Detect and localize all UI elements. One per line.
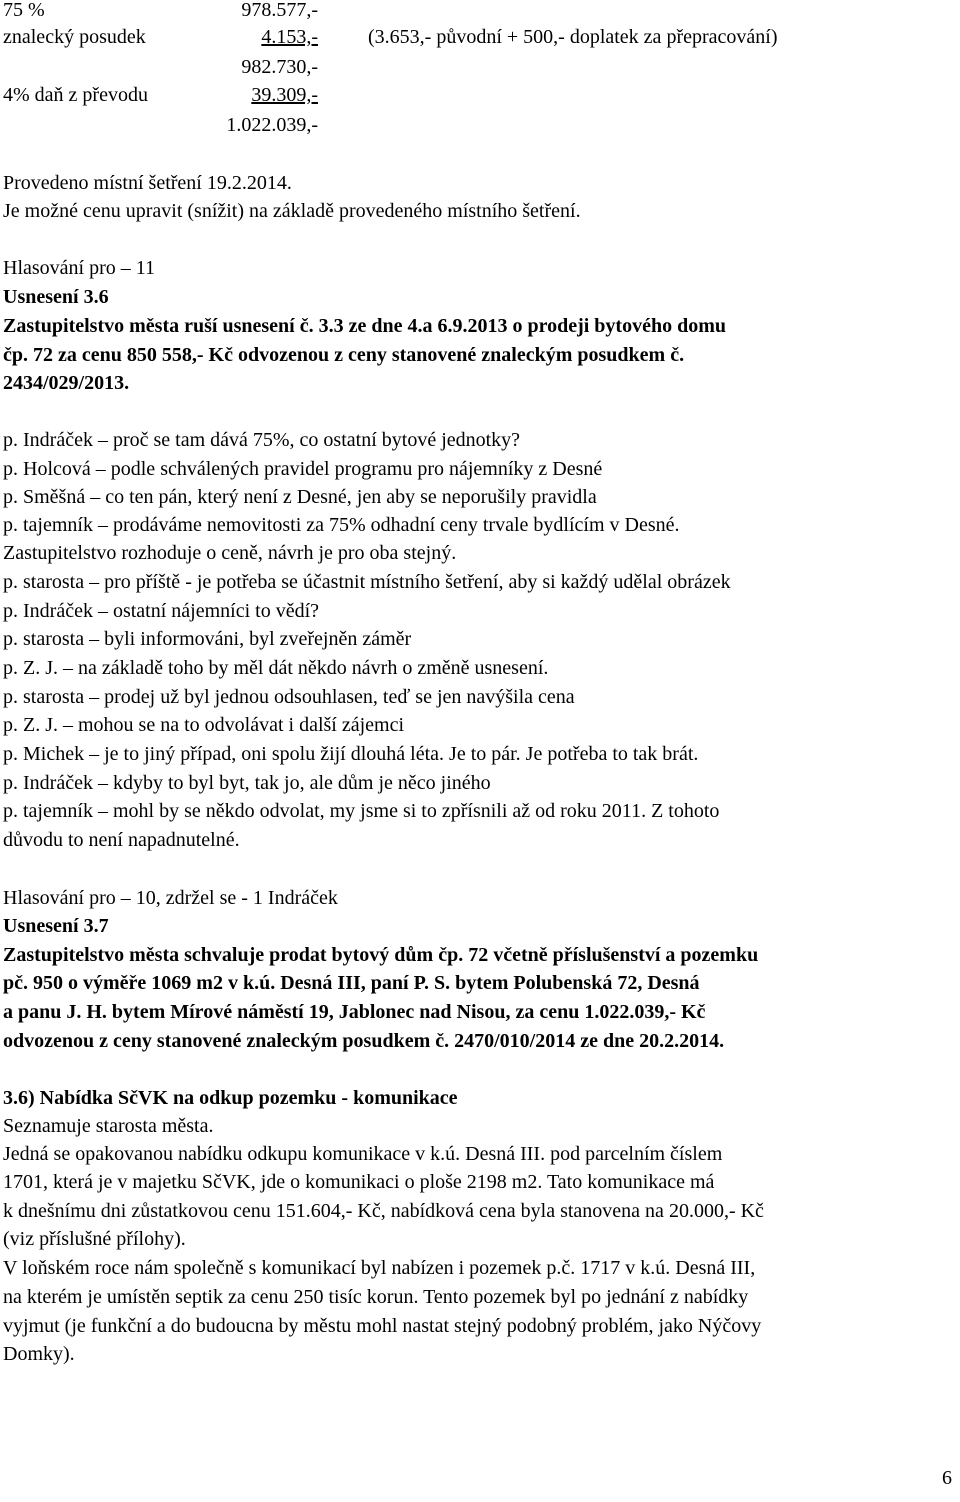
vote-result: Hlasování pro – 11 xyxy=(3,257,156,279)
discussion-line: p. Indráček – ostatní nájemníci to vědí? xyxy=(3,600,320,622)
discussion-line: p. Směšná – co ten pán, který není z Desné, jen aby se neporušily pravidla xyxy=(3,486,597,508)
section-line: V loňském roce nám společně s komunikací byl nabízen i pozemek p.č. 1717 v k.ú. Desná III, xyxy=(3,1257,756,1279)
resolution-text: 2434/029/2013. xyxy=(3,372,130,394)
discussion-line: p. Z. J. – na základě toho by měl dát někdo návrh o změně usnesení. xyxy=(3,657,549,679)
discussion-line: důvodu to není napadnutelné. xyxy=(3,829,240,851)
resolution-text: pč. 950 o výměře 1069 m2 v k.ú. Desná III, paní P. S. bytem Polubenská 72, Desná xyxy=(3,972,700,994)
discussion-line: p. starosta – prodej už byl jednou odsouhlasen, teď se jen navýšila cena xyxy=(3,686,575,708)
resolution-text: odvozenou z ceny stanovené znaleckým posudkem č. 2470/010/2014 ze dne 20.2.2014. xyxy=(3,1030,725,1052)
intro-line: Je možné cenu upravit (snížit) na základě provedeného místního šetření. xyxy=(3,200,581,222)
discussion-line: p. Holcová – podle schválených pravidel programu pro nájemníky z Desné xyxy=(3,458,603,480)
resolution-text: a panu J. H. bytem Mírové náměstí 19, Jablonec nad Nisou, za cenu 1.022.039,- Kč xyxy=(3,1001,706,1023)
calc-label: 75 % xyxy=(3,0,45,21)
discussion-line: p. Michek – je to jiný případ, oni spolu žijí dlouhá léta. Je to pár. Je potřeba to tak brát. xyxy=(3,743,699,765)
discussion-line: p. Indráček – proč se tam dává 75%, co ostatní bytové jednotky? xyxy=(3,429,521,451)
page-number: 6 xyxy=(942,1467,952,1489)
discussion-line: p. Indráček – kdyby to byl byt, tak jo, ale dům je něco jiného xyxy=(3,772,491,794)
calc-amount: 982.730,- xyxy=(241,56,318,78)
section-line: na kterém je umístěn septik za cenu 250 tisíc korun. Tento pozemek byl po jednání z nabídky xyxy=(3,1286,749,1308)
discussion-line: Zastupitelstvo rozhoduje o ceně, návrh je pro oba stejný. xyxy=(3,542,457,564)
discussion-line: p. Z. J. – mohou se na to odvolávat i další zájemci xyxy=(3,714,405,736)
resolution-text: Zastupitelstvo města ruší usnesení č. 3.3 ze dne 4.a 6.9.2013 o prodeji bytového domu xyxy=(3,315,726,337)
calc-label: znalecký posudek xyxy=(3,26,146,48)
section-line: 1701, která je v majetku SčVK, jde o komunikaci o ploše 2198 m2. Tato komunikace má xyxy=(3,1171,715,1193)
section-heading: 3.6) Nabídka SčVK na odkup pozemku - komunikace xyxy=(3,1087,458,1109)
calc-amount: 4.153,- xyxy=(261,26,318,48)
section-line: Seznamuje starosta města. xyxy=(3,1115,214,1137)
discussion-line: p. tajemník – prodáváme nemovitosti za 75% odhadní ceny trvale bydlícím v Desné. xyxy=(3,514,680,536)
resolution-title: Usnesení 3.6 xyxy=(3,286,109,308)
calc-amount: 39.309,- xyxy=(251,84,318,106)
resolution-title: Usnesení 3.7 xyxy=(3,915,109,937)
section-line: Domky). xyxy=(3,1343,75,1365)
calc-amount: 1.022.039,- xyxy=(226,114,318,136)
section-line: vyjmut (je funkční a do budoucna by městu mohl nastat stejný podobný problém, jako Nýčovy xyxy=(3,1315,762,1337)
intro-line: Provedeno místní šetření 19.2.2014. xyxy=(3,172,292,194)
resolution-text: čp. 72 za cenu 850 558,- Kč odvozenou z ceny stanovené znaleckým posudkem č. xyxy=(3,344,685,366)
section-line: Jedná se opakovanou nabídku odkupu komunikace v k.ú. Desná III. pod parcelním číslem xyxy=(3,1143,723,1165)
resolution-text: Zastupitelstvo města schvaluje prodat bytový dům čp. 72 včetně příslušenství a pozemku xyxy=(3,944,759,966)
section-line: (viz příslušné přílohy). xyxy=(3,1228,186,1250)
calc-label: 4% daň z převodu xyxy=(3,84,148,106)
discussion-line: p. tajemník – mohl by se někdo odvolat, my jsme si to zpřísnili až od roku 2011. Z tohoto xyxy=(3,800,720,822)
discussion-line: p. starosta – byli informováni, byl zveřejněn záměr xyxy=(3,628,412,650)
calc-amount: 978.577,- xyxy=(241,0,318,21)
vote-result: Hlasování pro – 10, zdržel se - 1 Indráček xyxy=(3,887,338,909)
section-line: k dnešnímu dni zůstatkovou cenu 151.604,- Kč, nabídková cena byla stanovena na 20.000,- Kč xyxy=(3,1200,764,1222)
discussion-line: p. starosta – pro příště - je potřeba se účastnit místního šetření, aby si každý udělal obrázek xyxy=(3,571,731,593)
calc-note: (3.653,- původní + 500,- doplatek za přepracování) xyxy=(368,26,778,48)
